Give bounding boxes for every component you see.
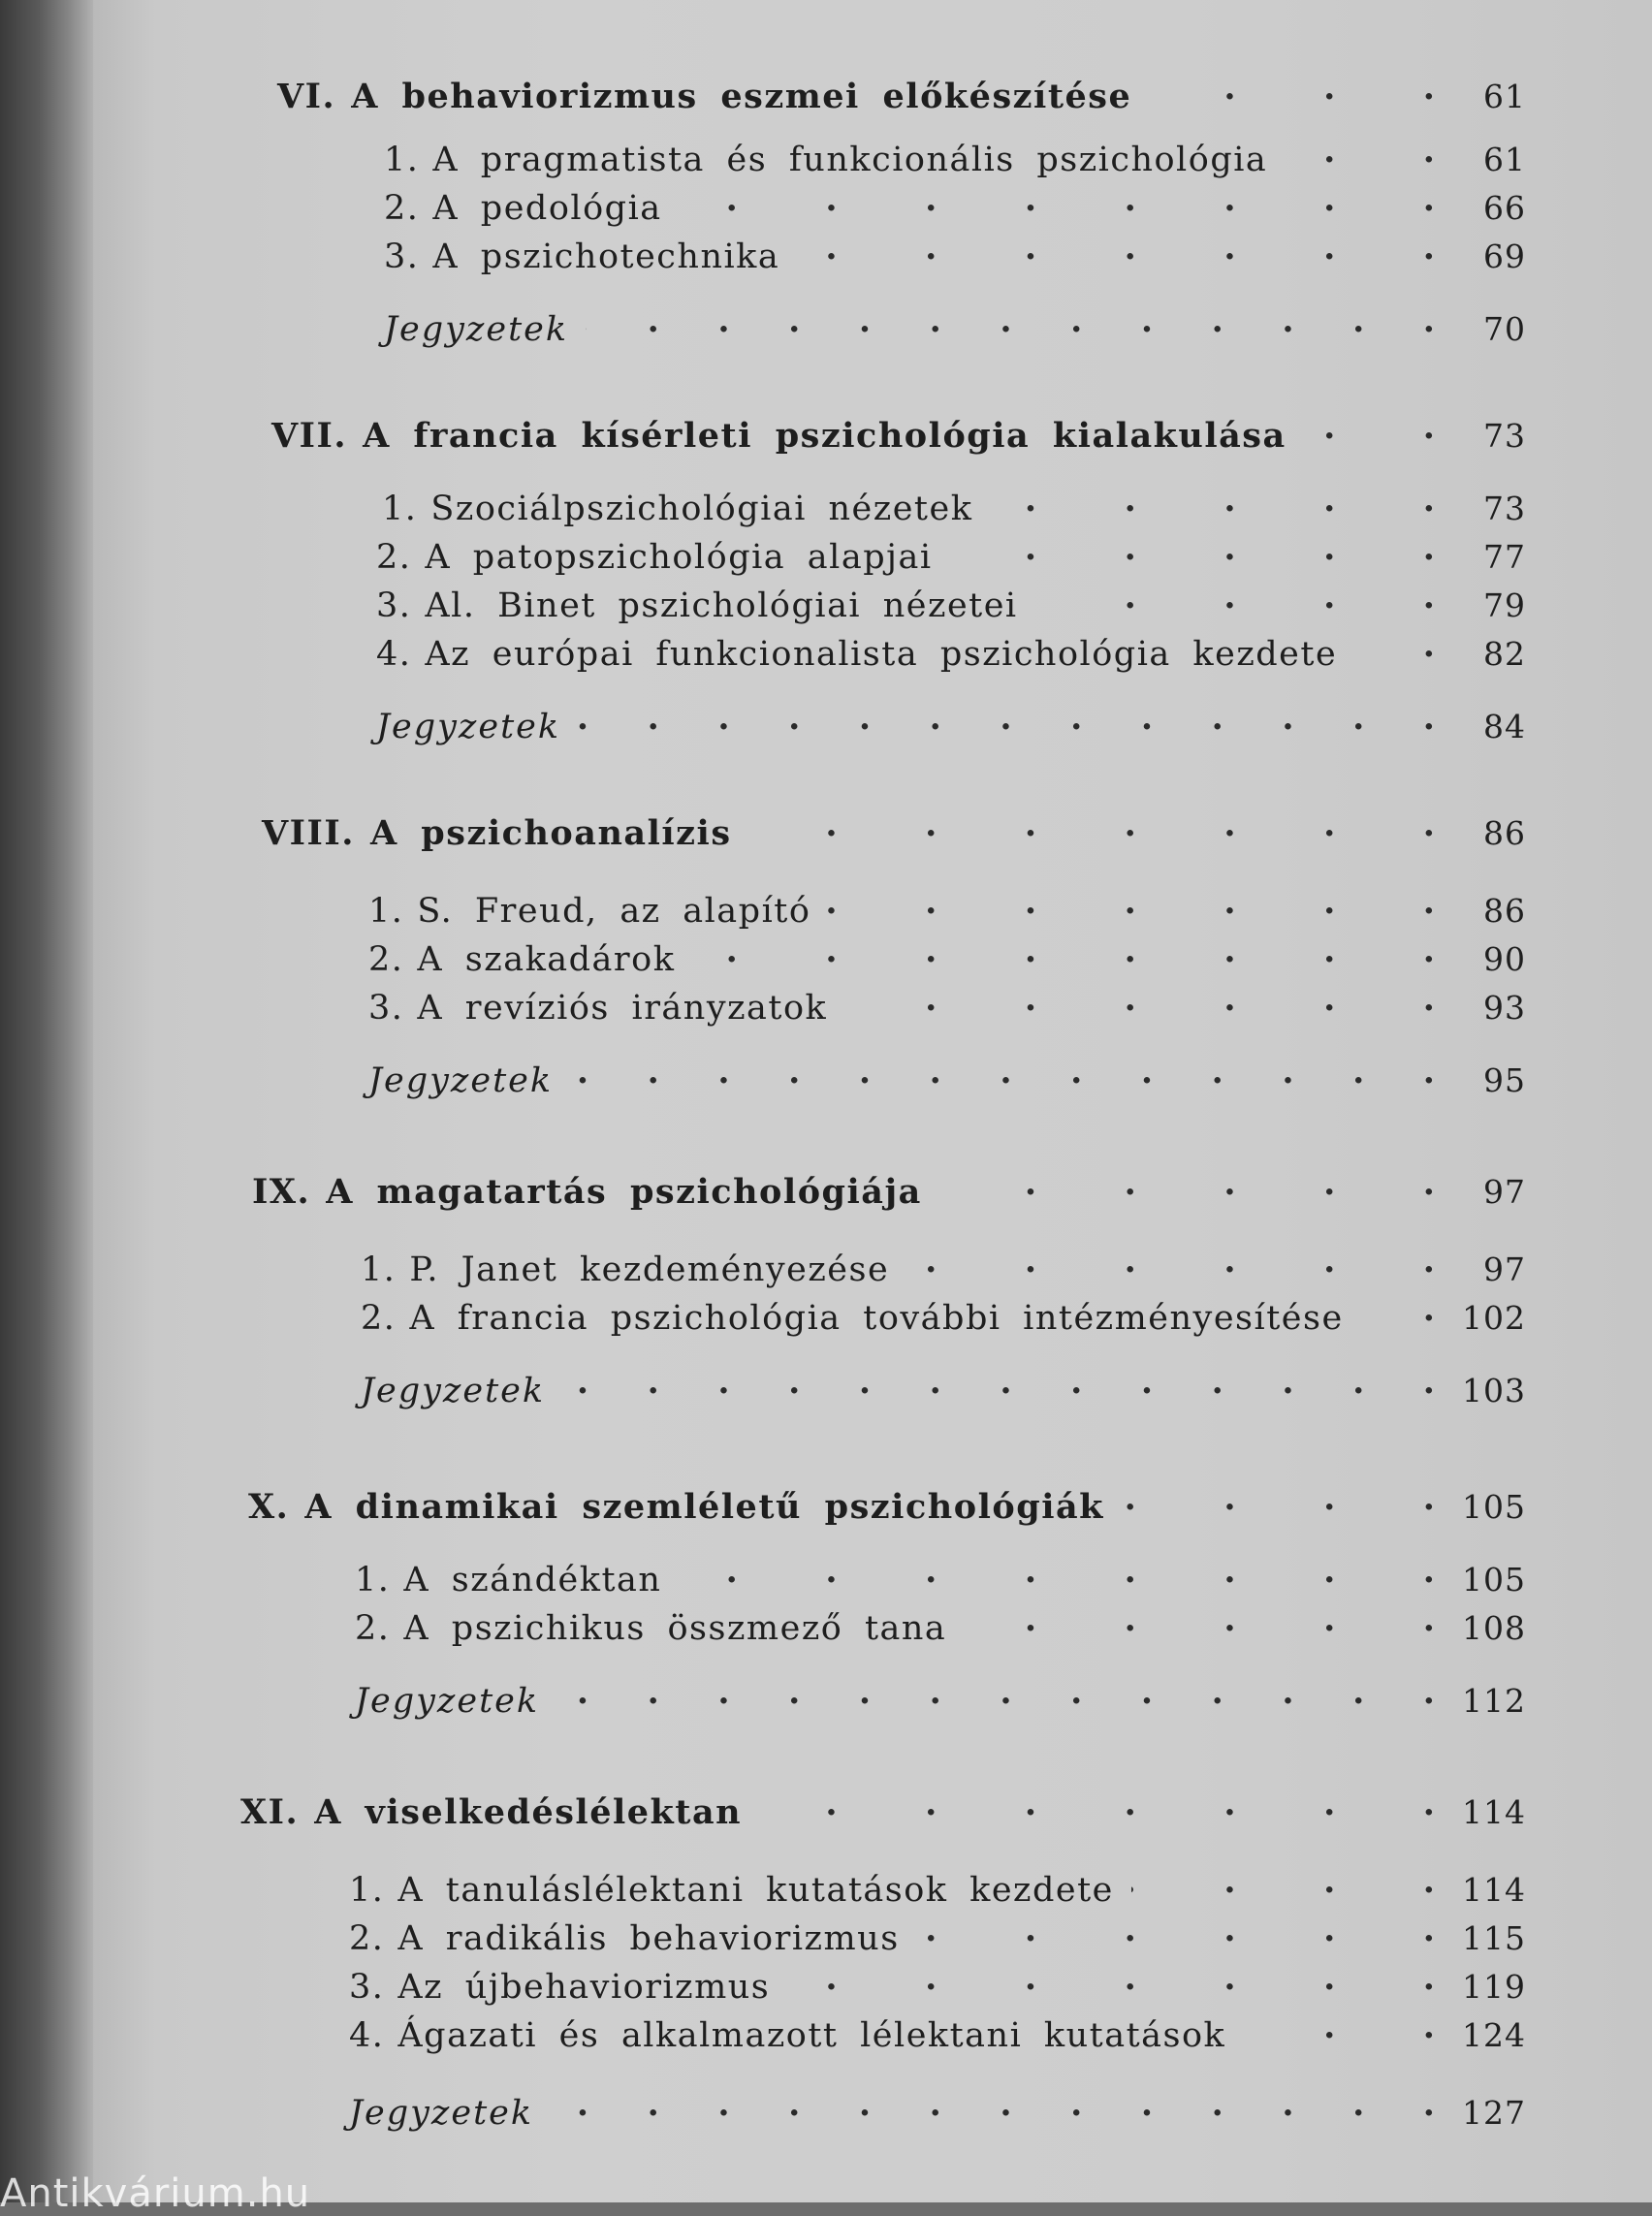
page-number: 119 [1458, 1968, 1526, 2006]
toc-entry-text: A pragmatista és funkcionális pszichológia [432, 141, 1267, 179]
dot-leader [950, 528, 1441, 568]
toc-entry-number: 1. [368, 892, 403, 931]
toc-entry-text: Al. Binet pszichológiai nézetei [425, 586, 1017, 625]
page-number: 108 [1458, 1609, 1526, 1647]
toc-entry-title [384, 237, 779, 276]
toc-entry-number: 1. [349, 1871, 384, 1910]
toc-entry-text: A viselkedéslélektan [314, 1792, 742, 1832]
page-number: 61 [1458, 78, 1526, 115]
dot-leader [939, 1163, 1441, 1203]
page-number: 114 [1458, 1793, 1526, 1831]
toc-notes [355, 1672, 1526, 1721]
toc-notes [384, 301, 1526, 349]
toc-entry-number: 4. [376, 635, 411, 674]
toc-notes [349, 2084, 1526, 2133]
toc-entry-title [355, 1609, 946, 1648]
page-number: 112 [1458, 1682, 1526, 1720]
dot-leader [844, 979, 1441, 1019]
toc-entry-text: A pszichikus összmező tana [403, 1609, 946, 1648]
dot-leader [1149, 68, 1441, 108]
toc-entry-number: X. [248, 1487, 289, 1527]
toc-section [349, 2007, 1526, 2055]
dot-leader [1361, 1289, 1441, 1329]
toc-entry-text: A patopszichológia alapjai [425, 538, 932, 577]
toc-entry-title [349, 1919, 900, 1958]
toc-section [376, 528, 1526, 577]
page-number: 105 [1458, 1561, 1526, 1599]
toc-entry-number: 1. [361, 1250, 396, 1289]
toc-entry-title [361, 1299, 1344, 1338]
page-number: 77 [1458, 538, 1526, 576]
page-number: 114 [1458, 1871, 1526, 1909]
page-number: 79 [1458, 586, 1526, 624]
toc-entry-number: 1. [384, 141, 419, 179]
page-number: 97 [1458, 1173, 1526, 1211]
toc-section [361, 1241, 1526, 1289]
dot-leader [797, 228, 1441, 268]
toc-entry-text: A szándéktan [403, 1561, 661, 1599]
table-of-contents [93, 0, 1652, 2202]
dot-leader [562, 1362, 1441, 1402]
toc-entry-title [262, 813, 732, 853]
toc-entry-text: A pszichotechnika [432, 237, 779, 276]
toc-entry-number: 2. [361, 1299, 396, 1338]
page-number: 84 [1458, 708, 1526, 745]
toc-notes [368, 1052, 1526, 1100]
dot-leader [1354, 625, 1441, 665]
toc-entry-title [252, 1172, 922, 1212]
toc-section [355, 1599, 1526, 1648]
toc-entry-title [271, 416, 1287, 456]
toc-section [384, 131, 1526, 179]
toc-chapter [277, 68, 1526, 116]
toc-entry-text: A francia pszichológia további intézményesítése [409, 1299, 1343, 1338]
toc-entry-title [382, 490, 972, 528]
toc-entry-title [240, 1792, 742, 1832]
toc-entry-text: A tanuláslélektani kutatások kezdete [397, 1871, 1114, 1910]
dot-leader [578, 698, 1441, 738]
toc-section [368, 882, 1526, 931]
toc-entry-text: A magatartás pszichológiája [326, 1172, 922, 1212]
page-number: 86 [1458, 814, 1526, 852]
page-number: 124 [1458, 2016, 1526, 2054]
dot-leader [1035, 577, 1441, 617]
dot-leader [759, 1784, 1441, 1823]
dot-leader [1243, 2007, 1441, 2046]
toc-section [349, 1861, 1526, 1910]
toc-section [368, 979, 1526, 1028]
toc-entry-title [349, 1871, 1114, 1910]
page-number: 102 [1458, 1299, 1526, 1337]
toc-entry-title [368, 940, 675, 979]
toc-entry-number: VIII. [262, 813, 355, 853]
dot-leader [1131, 1861, 1441, 1901]
toc-entry-title [349, 2094, 533, 2133]
toc-entry-text: P. Janet kezdeményezése [409, 1250, 889, 1289]
watermark: Antikvárium.hu [0, 2171, 310, 2216]
toc-entry-number: 4. [349, 2016, 384, 2055]
toc-section [376, 577, 1526, 625]
toc-entry-number: VII. [271, 416, 347, 456]
toc-entry-title [368, 892, 810, 931]
toc-entry-title [376, 538, 933, 577]
page-number: 73 [1458, 490, 1526, 527]
dot-leader [787, 1958, 1441, 1998]
page-number: 97 [1458, 1250, 1526, 1288]
dot-leader [1122, 1478, 1441, 1518]
toc-entry-number: 3. [368, 989, 403, 1028]
toc-entry-text: S. Freud, az alapító [417, 892, 810, 931]
book-page [93, 0, 1652, 2202]
toc-entry-title [376, 586, 1018, 625]
toc-entry-text: A pedológia [432, 189, 661, 228]
toc-section [368, 931, 1526, 979]
toc-entry-text: A szakadárok [417, 940, 675, 979]
toc-entry-number: 3. [384, 237, 419, 276]
page-number: 61 [1458, 141, 1526, 178]
page-number: 66 [1458, 189, 1526, 227]
dot-leader [680, 179, 1441, 219]
page-number: 82 [1458, 635, 1526, 673]
toc-section [376, 625, 1526, 674]
toc-entry-title [277, 77, 1131, 116]
toc-entry-text: Jegyzetek [376, 708, 560, 746]
toc-entry-text: A revíziós irányzatok [417, 989, 827, 1028]
toc-notes [361, 1362, 1526, 1410]
toc-entry-title [248, 1487, 1104, 1527]
toc-section [349, 1958, 1526, 2007]
toc-entry-number: 3. [376, 586, 411, 625]
page-number: 93 [1458, 989, 1526, 1027]
toc-chapter [248, 1478, 1526, 1527]
toc-entry-text: Az európai funkcionalista pszichológia kezdete [425, 635, 1337, 674]
toc-entry-text: A dinamikai szemléletű pszichológiák [304, 1487, 1104, 1527]
toc-section [349, 1910, 1526, 1958]
toc-entry-number: IX. [252, 1172, 310, 1212]
page-number: 70 [1458, 310, 1526, 348]
page-number: 69 [1458, 237, 1526, 275]
dot-leader [1304, 407, 1441, 447]
dot-leader [828, 882, 1441, 922]
toc-entry-title [384, 189, 662, 228]
toc-entry-number: 1. [355, 1561, 390, 1599]
toc-notes [376, 698, 1526, 746]
toc-entry-number: 1. [382, 490, 417, 528]
toc-chapter [240, 1784, 1526, 1832]
toc-section [384, 179, 1526, 228]
dot-leader [556, 1672, 1441, 1712]
toc-entry-number: 2. [376, 538, 411, 577]
toc-entry-title [355, 1561, 661, 1599]
toc-entry-number: 2. [368, 940, 403, 979]
page-number: 127 [1458, 2094, 1526, 2132]
toc-entry-title [384, 310, 568, 349]
page-number: 73 [1458, 417, 1526, 455]
toc-entry-number: VI. [277, 77, 335, 116]
toc-section [361, 1289, 1526, 1338]
toc-section [382, 480, 1526, 528]
toc-section [384, 228, 1526, 276]
dot-leader [990, 480, 1441, 520]
dot-leader [551, 2084, 1441, 2124]
toc-chapter [271, 407, 1526, 456]
toc-entry-text: Jegyzetek [361, 1372, 545, 1410]
page-number: 95 [1458, 1061, 1526, 1099]
toc-chapter [252, 1163, 1526, 1212]
toc-entry-text: Az újbehaviorizmus [397, 1968, 770, 2007]
toc-entry-text: Jegyzetek [355, 1682, 539, 1721]
dot-leader [906, 1241, 1441, 1281]
page-number: 103 [1458, 1372, 1526, 1409]
toc-section [355, 1551, 1526, 1599]
dot-leader [570, 1052, 1441, 1092]
toc-entry-text: Jegyzetek [384, 310, 568, 349]
toc-entry-text: A radikális behaviorizmus [397, 1919, 899, 1958]
toc-chapter [262, 805, 1526, 853]
toc-entry-text: A behaviorizmus eszmei előkészítése [351, 77, 1131, 116]
page-number: 105 [1458, 1488, 1526, 1526]
dot-leader [692, 931, 1441, 970]
toc-entry-text: Szociálpszichológiai nézetek [430, 490, 972, 528]
toc-entry-number: XI. [240, 1792, 299, 1832]
toc-entry-text: Jegyzetek [368, 1061, 553, 1100]
dot-leader [917, 1910, 1441, 1949]
toc-entry-title [355, 1682, 539, 1721]
toc-entry-title [368, 989, 827, 1028]
page-number: 115 [1458, 1919, 1526, 1957]
book-spine [0, 0, 97, 2202]
toc-entry-title [361, 1372, 545, 1410]
page-number: 90 [1458, 940, 1526, 978]
toc-entry-title [376, 635, 1337, 674]
toc-entry-number: 2. [349, 1919, 384, 1958]
toc-entry-number: 2. [355, 1609, 390, 1648]
toc-entry-title [376, 708, 560, 746]
dot-leader [749, 805, 1441, 844]
dot-leader [679, 1551, 1441, 1591]
toc-entry-number: 2. [384, 189, 419, 228]
toc-entry-text: A pszichoanalízis [370, 813, 732, 853]
toc-entry-title [368, 1061, 553, 1100]
toc-entry-title [384, 141, 1267, 179]
dot-leader [964, 1599, 1441, 1639]
dot-leader [1285, 131, 1441, 171]
dot-leader [586, 301, 1441, 340]
toc-entry-text: A francia kísérleti pszichológia kialakulása [363, 416, 1287, 456]
page-number: 86 [1458, 892, 1526, 930]
toc-entry-title [361, 1250, 889, 1289]
toc-entry-text: Jegyzetek [349, 2094, 533, 2133]
toc-entry-title [349, 2016, 1225, 2055]
toc-entry-title [349, 1968, 770, 2007]
toc-entry-text: Ágazati és alkalmazott lélektani kutatások [397, 2016, 1225, 2055]
toc-entry-number: 3. [349, 1968, 384, 2007]
